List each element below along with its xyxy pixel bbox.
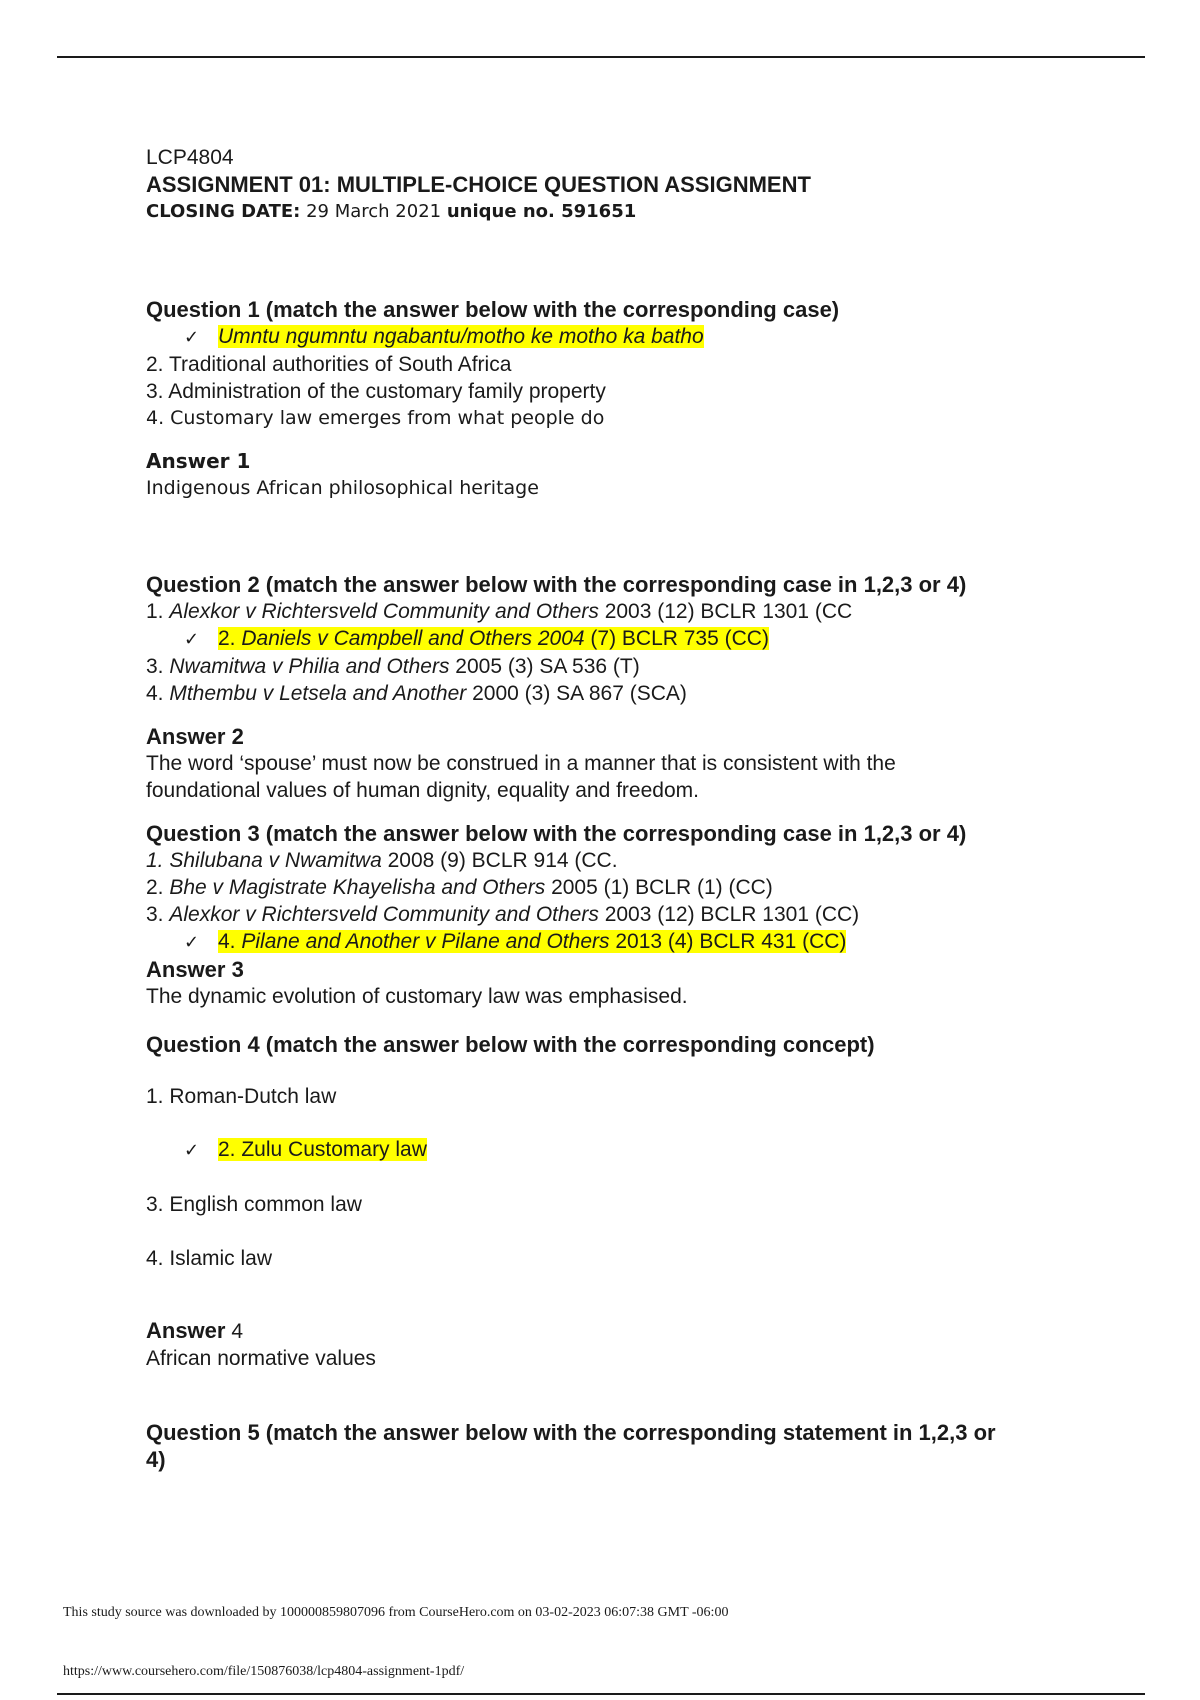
answer-3-text: The dynamic evolution of customary law was emphasised.	[146, 985, 688, 1008]
option-number: 2.	[146, 876, 170, 899]
option-text: 2. Zulu Customary law	[218, 1138, 427, 1161]
question-4-option-4: 4. Islamic law	[146, 1247, 273, 1270]
question-2-option-2	[146, 625, 1076, 653]
answer-1-text: Indigenous African philosophical heritage	[146, 477, 539, 499]
checkmark-icon: ✓	[184, 932, 200, 953]
question-4-heading: Question 4 (match the answer below with the corresponding concept)	[146, 1032, 875, 1057]
question-1-option-3: 3. Administration of the customary family property	[146, 380, 606, 403]
question-1-option-4: 4. Customary law emerges from what people do	[146, 407, 605, 429]
checkmark-icon: ✓	[184, 1140, 200, 1161]
option-number: 3.	[146, 655, 170, 678]
document-body	[146, 144, 1076, 1473]
answer-2-heading: Answer 2	[146, 724, 244, 749]
question-4-option-3: 3. English common law	[146, 1193, 362, 1216]
case-citation: 2005 (1) BCLR (1) (CC)	[545, 876, 773, 899]
case-citation: 2008 (9) BCLR 914 (CC.	[381, 849, 618, 872]
case-name: Alexkor v Richtersveld Community and Others	[169, 600, 599, 623]
question-2-heading: Question 2 (match the answer below with the corresponding case in 1,2,3 or 4)	[146, 572, 967, 597]
option-number: 3.	[146, 903, 170, 926]
assignment-title: ASSIGNMENT 01: MULTIPLE-CHOICE QUESTION ASSIGNMENT	[146, 172, 811, 197]
question-2-option-4	[146, 680, 1076, 707]
module-code: LCP4804	[146, 146, 234, 169]
question-5-heading-line-2: 4)	[146, 1447, 166, 1472]
question-5-heading-line-1: Question 5 (match the answer below with the corresponding statement in 1,2,3 or	[146, 1420, 996, 1445]
answer-4-text: African normative values	[146, 1347, 376, 1370]
download-source-notice: This study source was downloaded by 100000859807096 from CourseHero.com on 03-02-2023 06:07:38 GMT -06:00	[63, 1605, 729, 1620]
case-name: Nwamitwa v Philia and Others	[169, 655, 450, 678]
question-2-option-3	[146, 653, 1076, 680]
case-citation: (7) BCLR 735 (CC)	[584, 627, 769, 650]
highlighted-option	[218, 930, 846, 953]
question-1-option-2: 2. Traditional authorities of South Africa	[146, 353, 512, 376]
answer-number: 4	[225, 1320, 243, 1343]
answer-4-heading	[146, 1317, 1076, 1345]
case-name: Pilane and Another v Pilane and Others	[241, 930, 610, 953]
question-1-heading: Question 1 (match the answer below with the corresponding case)	[146, 297, 840, 322]
case-name: Alexkor v Richtersveld Community and Others	[169, 903, 599, 926]
case-name: Mthembu v Letsela and Another	[169, 682, 467, 705]
question-1-option-1	[146, 323, 1076, 351]
case-citation: 2003 (12) BCLR 1301 (CC	[598, 600, 853, 623]
closing-date-line	[146, 198, 1076, 225]
answer-2-text-line-2: foundational values of human dignity, equality and freedom.	[146, 779, 699, 802]
case-citation: 2003 (12) BCLR 1301 (CC)	[598, 903, 860, 926]
question-4-option-1: 1. Roman-Dutch law	[146, 1085, 337, 1108]
question-3-option-3	[146, 901, 1076, 928]
case-citation: 2000 (3) SA 867 (SCA)	[466, 682, 687, 705]
question-4-option-2	[146, 1136, 1076, 1164]
question-3-option-2	[146, 874, 1076, 901]
option-text: Umntu ngumntu ngabantu/motho ke motho ka batho	[218, 325, 704, 348]
answer-2-text-line-1: The word ‘spouse’ must now be construed in a manner that is consistent with the	[146, 752, 896, 775]
answer-1-heading: Answer 1	[146, 449, 251, 473]
closing-date-value: 29 March 2021	[300, 201, 447, 222]
case-name: Bhe v Magistrate Khayelisha and Others	[169, 876, 546, 899]
highlighted-option	[218, 627, 769, 650]
case-citation: 2013 (4) BCLR 431 (CC)	[609, 930, 847, 953]
option-number: 2.	[218, 627, 242, 650]
case-citation: 2005 (3) SA 536 (T)	[449, 655, 640, 678]
checkmark-icon: ✓	[184, 327, 200, 348]
question-2-option-1	[146, 598, 1076, 625]
option-number: 4.	[218, 930, 242, 953]
answer-label: Answer	[146, 1318, 226, 1343]
question-3-option-4	[146, 928, 1076, 956]
option-number: 1.	[146, 600, 170, 623]
top-rule	[57, 56, 1145, 58]
unique-number: unique no. 591651	[446, 201, 637, 222]
closing-date-label: CLOSING DATE:	[146, 201, 301, 222]
case-name: Daniels v Campbell and Others 2004	[241, 627, 585, 650]
source-url[interactable]: https://www.coursehero.com/file/150876038/lcp4804-assignment-1pdf/	[63, 1664, 465, 1679]
option-number: 4.	[146, 682, 170, 705]
bottom-rule	[57, 1693, 1145, 1695]
case-name: 1. Shilubana v Nwamitwa	[146, 849, 382, 872]
question-3-heading: Question 3 (match the answer below with the corresponding case in 1,2,3 or 4)	[146, 821, 967, 846]
checkmark-icon: ✓	[184, 629, 200, 650]
question-3-option-1	[146, 847, 1076, 874]
answer-3-heading: Answer 3	[146, 957, 244, 982]
